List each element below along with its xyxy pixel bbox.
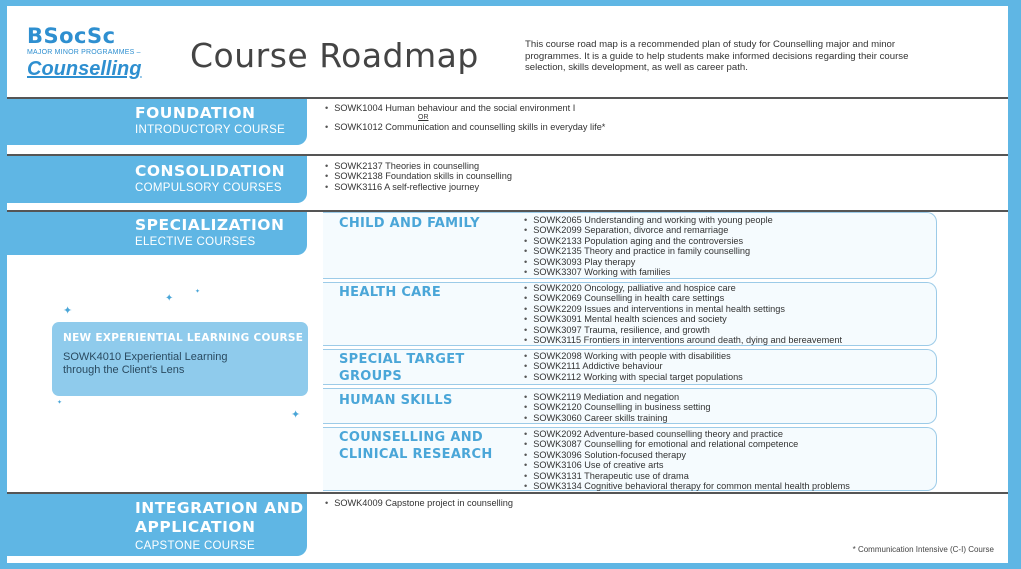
group-heading-health-care: HEALTH CARE: [339, 285, 442, 300]
course-item: • SOWK2098 Working with people with disabilities: [524, 351, 743, 361]
course-item: • SOWK3097 Trauma, resilience, and growth: [524, 325, 842, 335]
experiential-learning-box: [52, 322, 308, 396]
course-item: • SOWK3096 Solution-focused therapy: [524, 450, 850, 460]
course-item: • SOWK3131 Therapeutic use of drama: [524, 471, 850, 481]
foundation-tab: [7, 99, 307, 145]
course-item: • SOWK3115 Frontiers in interventions around death, dying and bereavement: [524, 335, 842, 345]
logo-subtitle: MAJOR MINOR PROGRAMMES –: [27, 49, 141, 56]
counselling-research-course-list: [524, 429, 850, 491]
course-item: • SOWK3087 Counselling for emotional and relational competence: [524, 439, 850, 449]
course-item: • SOWK3307 Working with families: [524, 267, 773, 277]
human-skills-course-list: [524, 392, 710, 423]
specialization-heading: SPECIALIZATION: [135, 216, 285, 234]
course-item: • SOWK2135 Theory and practice in family counselling: [524, 246, 773, 256]
footnote: * Communication Intensive (C-I) Course: [852, 545, 994, 554]
special-target-course-list: [524, 351, 743, 382]
course-item: • SOWK2112 Working with special target populations: [524, 372, 743, 382]
group-heading-child-family: CHILD AND FAMILY: [339, 216, 480, 231]
intro-text: This course road map is a recommended plan of study for Counselling major and minor programmes. It is a guide to help students make informed decisions regarding their course selection, skills development, as well as career path.: [525, 39, 909, 73]
course-item: • SOWK2069 Counselling in health care settings: [524, 293, 842, 303]
programme-logo: [27, 24, 167, 81]
health-care-course-list: [524, 283, 842, 345]
experiential-heading: NEW EXPERIENTIAL LEARNING COURSE: [63, 332, 304, 344]
course-item: • SOWK2137 Theories in counselling: [325, 161, 512, 171]
course-item: • SOWK2099 Separation, divorce and remarriage: [524, 225, 773, 235]
sparkle-icon: ✦: [291, 409, 301, 421]
course-item: • SOWK2119 Mediation and negation: [524, 392, 710, 402]
integration-course-list: [325, 498, 513, 508]
consolidation-course-list: [325, 161, 512, 192]
course-item: • SOWK3116 A self-reflective journey: [325, 182, 512, 192]
consolidation-subheading: COMPULSORY COURSES: [135, 182, 282, 194]
logo-bsocsc: BSocSc: [27, 24, 116, 48]
course-item: • SOWK2138 Foundation skills in counselling: [325, 171, 512, 181]
integration-subheading: CAPSTONE COURSE: [135, 540, 255, 552]
or-separator: OR: [418, 114, 429, 122]
course-item: • SOWK2092 Adventure-based counselling theory and practice: [524, 429, 850, 439]
course-item: • SOWK4009 Capstone project in counselling: [325, 498, 513, 508]
course-item: • SOWK2120 Counselling in business setting: [524, 402, 710, 412]
specialization-tab: [7, 212, 307, 255]
child-family-course-list: [524, 215, 773, 277]
course-item: • SOWK1004 Human behaviour and the social environment I: [325, 103, 605, 113]
roadmap-page: [7, 6, 1008, 563]
course-item: • SOWK3093 Play therapy: [524, 257, 773, 267]
foundation-heading: FOUNDATION: [135, 104, 256, 122]
course-item: • SOWK3134 Cognitive behavioral therapy for common mental health problems: [524, 481, 850, 491]
group-heading-counselling-research: COUNSELLING AND CLINICAL RESEARCH: [339, 430, 493, 462]
course-item: • SOWK3091 Mental health sciences and society: [524, 314, 842, 324]
course-item: • SOWK2133 Population aging and the controversies: [524, 236, 773, 246]
foundation-subheading: INTRODUCTORY COURSE: [135, 124, 286, 136]
course-item: • SOWK2065 Understanding and working with young people: [524, 215, 773, 225]
scrollbar-strip[interactable]: [1008, 0, 1021, 569]
group-heading-special-target: SPECIAL TARGET GROUPS: [339, 352, 465, 384]
course-item: • SOWK3106 Use of creative arts: [524, 460, 850, 470]
course-item: • SOWK1012 Communication and counselling skills in everyday life*: [325, 122, 605, 132]
group-heading-human-skills: HUMAN SKILLS: [339, 393, 453, 408]
consolidation-tab: [7, 156, 307, 203]
sparkle-icon: ✦: [165, 293, 174, 304]
logo-counselling: Counselling: [27, 58, 142, 80]
sparkle-icon: ✦: [63, 305, 73, 317]
course-item: • SOWK3060 Career skills training: [524, 413, 710, 423]
course-item: • SOWK2020 Oncology, palliative and hospice care: [524, 283, 842, 293]
sparkle-icon: ✦: [195, 289, 201, 295]
sparkle-icon: ✦: [57, 400, 63, 406]
foundation-course-list: [325, 103, 605, 133]
integration-heading: INTEGRATION AND APPLICATION: [135, 499, 304, 536]
integration-tab: [7, 494, 307, 556]
experiential-course: SOWK4010 Experiential Learning through the Client's Lens: [63, 351, 228, 376]
consolidation-heading: CONSOLIDATION: [135, 162, 286, 180]
specialization-subheading: ELECTIVE COURSES: [135, 236, 256, 248]
page-title: Course Roadmap: [190, 36, 479, 75]
course-item: • SOWK2111 Addictive behaviour: [524, 361, 743, 371]
course-item: • SOWK2209 Issues and interventions in mental health settings: [524, 304, 842, 314]
